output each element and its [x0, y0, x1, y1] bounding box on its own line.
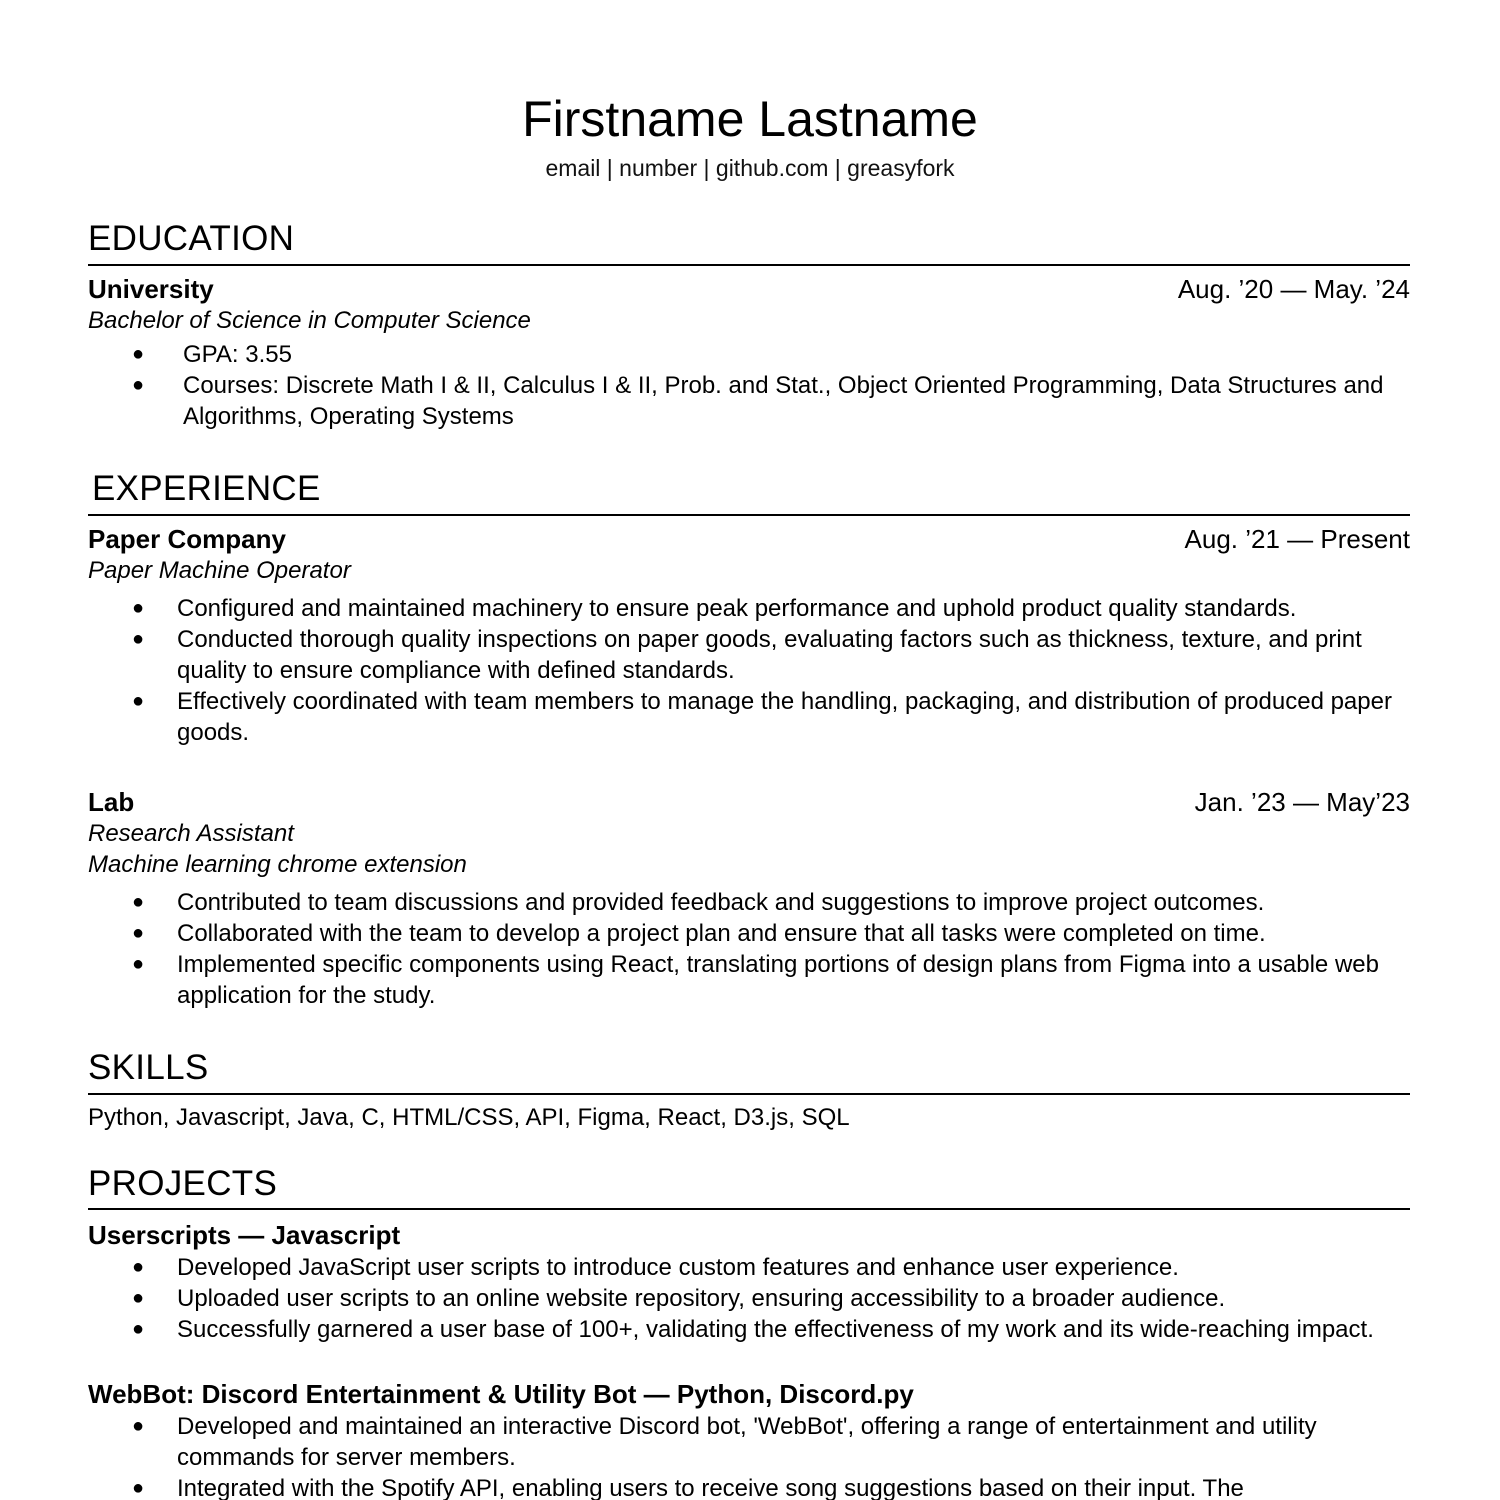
- bullet-icon: ●: [132, 1256, 145, 1278]
- bullet-icon: ●: [132, 953, 145, 975]
- list-item: ● Conducted thorough quality inspections on paper goods, evaluating factors such as thickness, texture, and print quality to ensure compliance with defined standards.: [132, 626, 1362, 684]
- skills-heading: SKILLS: [88, 1048, 209, 1087]
- experience-role: Research Assistant: [88, 820, 294, 847]
- experience-entry-header: [88, 786, 1410, 818]
- bullet-icon: ●: [132, 690, 145, 712]
- list-item: ● Developed JavaScript user scripts to introduce custom features and enhance user experience.: [132, 1254, 1179, 1281]
- bullet-icon: ●: [132, 1415, 145, 1437]
- project-bullets: [88, 1411, 1410, 1500]
- projects-heading: PROJECTS: [88, 1164, 278, 1203]
- list-item: ● Implemented specific components using React, translating portions of design plans from Figma into a usable web application for the study.: [132, 951, 1379, 1009]
- bullet-icon: ●: [132, 1318, 145, 1340]
- experience-subrole: Machine learning chrome extension: [88, 851, 467, 878]
- bullet-icon: ●: [132, 374, 145, 396]
- bullet-icon: ●: [132, 1477, 145, 1499]
- education-heading: EDUCATION: [88, 219, 295, 258]
- experience-entry-header: [88, 523, 1410, 555]
- projects-divider: [88, 1208, 1410, 1210]
- experience-org: Lab: [88, 787, 135, 817]
- education-bullets: [88, 339, 1410, 432]
- skills-divider: [88, 1093, 1410, 1095]
- project-title: WebBot: Discord Entertainment & Utility Bot — Python, Discord.py: [88, 1379, 914, 1409]
- education-divider: [88, 264, 1410, 266]
- bullet-icon: ●: [132, 922, 145, 944]
- list-item: ● GPA: 3.55: [132, 341, 292, 368]
- list-item: ● Integrated with the Spotify API, enabling users to receive song suggestions based on their input. The: [88, 1473, 1410, 1500]
- education-org: University: [88, 274, 214, 304]
- project-title: Userscripts — Javascript: [88, 1220, 401, 1250]
- contact-line: email | number | github.com | greasyfork: [545, 155, 955, 181]
- experience-dates: Jan. ’23 — May’23: [1194, 787, 1410, 817]
- experience-bullets: [88, 593, 1410, 748]
- list-item: ● Uploaded user scripts to an online website repository, ensuring accessibility to a broader audience.: [132, 1285, 1226, 1312]
- bullet-icon: ●: [132, 597, 145, 619]
- bullet-icon: ●: [132, 891, 145, 913]
- education-dates: Aug. ’20 — May. ’24: [1177, 274, 1410, 304]
- experience-role: Paper Machine Operator: [88, 557, 351, 584]
- list-item: ● Developed and maintained an interactive Discord bot, 'WebBot', offering a range of entertainment and utility commands for server members.: [132, 1413, 1317, 1471]
- list-item: ● Contributed to team discussions and provided feedback and suggestions to improve project outcomes.: [132, 889, 1265, 916]
- experience-dates: Aug. ’21 — Present: [1184, 524, 1410, 554]
- experience-org: Paper Company: [88, 524, 286, 554]
- candidate-name: Firstname Lastname: [522, 91, 978, 147]
- skills-list: Python, Javascript, Java, C, HTML/CSS, API, Figma, React, D3.js, SQL: [88, 1104, 850, 1131]
- list-item: ● Successfully garnered a user base of 100+, validating the effectiveness of my work and its wide-reaching impact.: [132, 1316, 1374, 1343]
- project-bullets: [88, 1252, 1410, 1345]
- education-degree: Bachelor of Science in Computer Science: [88, 307, 531, 334]
- bullet-icon: ●: [132, 628, 145, 650]
- experience-heading: EXPERIENCE: [92, 469, 321, 508]
- experience-bullets: [88, 887, 1410, 1011]
- experience-divider: [88, 514, 1410, 516]
- bullet-icon: ●: [132, 1287, 145, 1309]
- bullet-icon: ●: [132, 343, 145, 365]
- list-item: ● Courses: Discrete Math I & II, Calculus I & II, Prob. and Stat., Object Oriented Programming, Data Structures and Algorithms, Operating Systems: [132, 372, 1384, 430]
- list-item: ● Configured and maintained machinery to ensure peak performance and uphold product quality standards.: [132, 595, 1297, 622]
- education-entry-header: [88, 273, 1410, 305]
- list-item: ● Effectively coordinated with team members to manage the handling, packaging, and distribution of produced paper goods.: [132, 688, 1392, 746]
- list-item: ● Collaborated with the team to develop a project plan and ensure that all tasks were completed on time.: [132, 920, 1266, 947]
